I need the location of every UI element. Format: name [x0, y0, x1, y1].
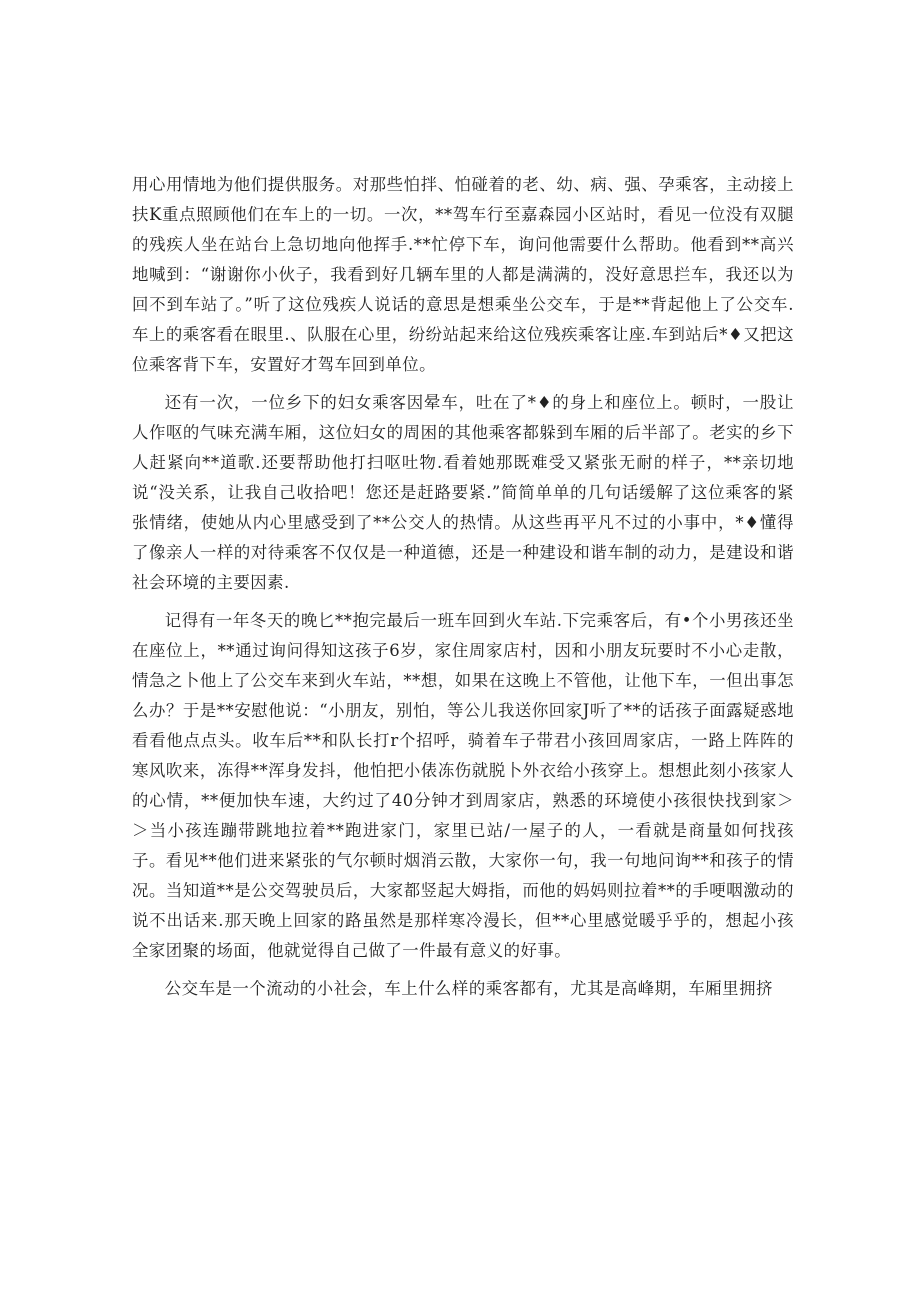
- paragraph-2: 还有一次，一位乡下的妇女乘客因晕车，吐在了*♦的身上和座位上。顿时，一股让人作呕的气味充满车厢，这位妇女的周困的其他乘客都躲到车厢的后半部了。老实的乡下人赶紧向**道歌.还要帮助他打扫呕吐物.看着她那既难受又紧张无耐的样子，**亲切地说“没关系，让我自己收拾吧！您还是赶路要紧.”简简单单的几句话缓解了这位乘客的紧张情绪，使她从内心里感受到了**公交人的热情。从这些再平凡不过的小事中，*♦懂得了像亲人一样的对待乘客不仅仅是一种道德，还是一种建设和谐车制的动力，是建设和谐社会环境的主要因素.: [132, 393, 794, 592]
- paragraph-1: 用心用情地为他们提供服务。对那些怕拌、怕碰着的老、幼、病、强、孕乘客，主动接上扶K重点照顾他们在车上的一切。一次，**驾车行至嘉森园小区站时，看见一位没有双腿的残疾人坐在站台上急切地向他挥手.**忙停下车，询问他需要什么帮助。他看到**高兴地喊到：“谢谢你小伙子，我看到好几辆车里的人都是满满的，没好意思拦车，我还以为回不到车站了。”听了这位残疾人说话的意思是想乘坐公交车，于是**背起他上了公交车.车上的乘客看在眼里.、队服在心里，纷纷站起来给这位残疾乘客让座.车到站后*♦又把这位乘客背下车，安置好才驾车回到单位。: [132, 175, 794, 374]
- paragraph-4: 公交车是一个流动的小社会，车上什么样的乘客都有，尤其是高峰期，车厢里拥挤: [164, 979, 773, 998]
- paragraph-3: 记得有一年冬天的晚匕**抱完最后一班车回到火车站.下完乘客后，有•个小男孩还坐在座位上，**通过询问得知这孩子6岁，家住周家店村，因和小朋友玩要时不小心走散，情急之卜他上了公交车来到火车站，**想，如果在这晚上不管他，让他下车，一但出事怎么办？于是**安慰他说：“小朋友，别怕，等公儿我送你回家J听了**的话孩子面露疑惑地看看他点点头。收车后**和队长打r个招呼，骑着车子带君小孩回周家店，一路上阵阵的寒风吹来，冻得**浑身发抖，他怕把小俵冻伤就脱卜外衣给小孩穿上。想想此刻小孩家人的心情，**便加快车速，大约过了40分钟才到周家店，熟悉的环境使小孩很快找到家＞＞当小孩连蹦带跳地拉着**跑进家门，家里已站/一屋子的人，一看就是商量如何找孩子。看见**他们进来紧张的气尔顿时烟消云散，大家你一句，我一句地问询**和孩子的情况。当知道**是公交驾驶员后，大家都竖起大姆指，而他的妈妈则拉着**的手哽咽激动的说不出话来.那天晚上回家的路虽然是那样寒冷漫长，但**心里感觉暖乎乎的，想起小孩全家团聚的场面，他就觉得自己做了一件最有意义的好事。: [132, 611, 794, 960]
- document-body: [132, 170, 794, 1012]
